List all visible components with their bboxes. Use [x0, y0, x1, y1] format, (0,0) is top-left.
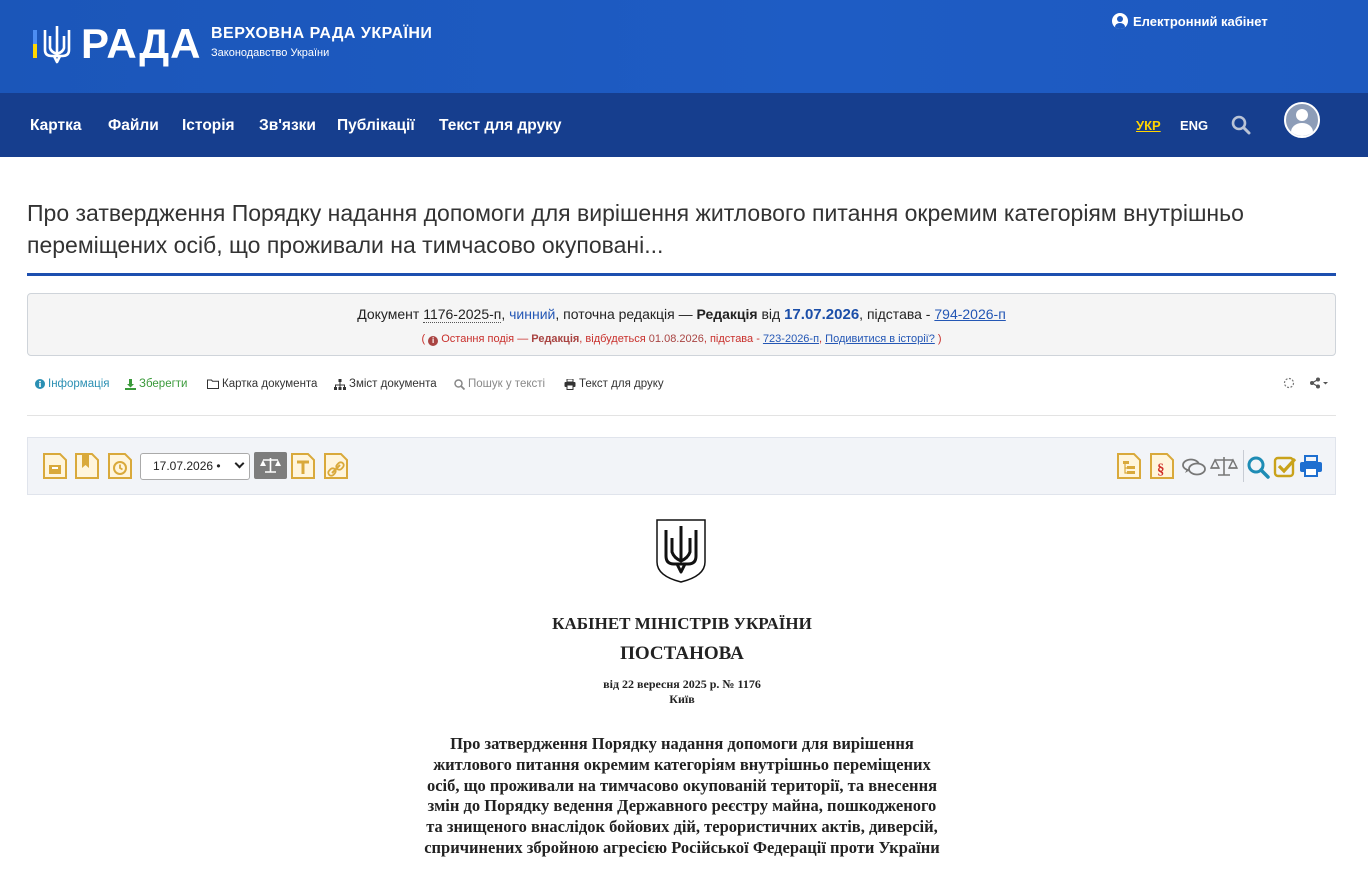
last-event-date: 01.08.2026: [648, 333, 704, 345]
document-date-line: від 22 вересня 2025 р. № 1176: [603, 677, 761, 691]
site-header: [0, 0, 1368, 93]
trident-icon: [41, 24, 73, 64]
basis-link[interactable]: 794-2026-п: [934, 306, 1006, 322]
info-link[interactable]: Інформація: [35, 378, 109, 390]
document-contents-link[interactable]: Зміст документа: [334, 378, 437, 390]
magnifier-icon: [454, 379, 465, 390]
legal-scales-icon[interactable]: [1209, 452, 1239, 480]
share-icon[interactable]: [1309, 377, 1331, 389]
text-format-icon[interactable]: [290, 452, 316, 480]
archive-icon[interactable]: [42, 452, 68, 480]
lang-ukr-link[interactable]: УКР: [1136, 118, 1161, 133]
nav-item-publications[interactable]: Публікації: [337, 117, 415, 134]
edition-date: 17.07.2026: [784, 306, 860, 323]
nav-item-files[interactable]: Файли: [108, 117, 159, 134]
nav-item-card[interactable]: Картка: [30, 117, 82, 134]
zoom-search-icon[interactable]: [1246, 452, 1270, 480]
edition-date-select[interactable]: 17.07.2026 •: [140, 453, 250, 480]
flag-stripe: [33, 30, 37, 58]
nav-item-relations[interactable]: Зв'язки: [259, 117, 316, 134]
search-icon[interactable]: [1231, 115, 1251, 135]
site-subtitle: Законодавство України: [211, 47, 330, 59]
document-city: Київ: [669, 692, 695, 706]
site-title: ВЕРХОВНА РАДА УКРАЇНИ: [211, 25, 433, 42]
document-title: Про затвердження Порядку надання допомоги для вирішення житлового питання окремим категоріям внутрішньо переміщених осіб, що проживали на тимчасово окуповані...: [27, 200, 1244, 258]
search-in-text-link[interactable]: Пошук у тексті: [454, 378, 545, 390]
coat-of-arms-icon: [655, 518, 707, 584]
user-avatar[interactable]: [1284, 102, 1320, 138]
document-status-line: Документ 1176-2025-п, чинний, поточна редакція — Редакція від 17.07.2026, підстава - 794-2026-п: [357, 306, 1006, 323]
title-divider: [27, 273, 1336, 276]
check-square-icon[interactable]: [1273, 452, 1297, 480]
info-icon: [35, 379, 45, 389]
logo-text: РАДА: [81, 20, 202, 67]
last-event-line: ( i Остання подія — Редакція, відбудеться 01.08.2026, підстава - 723-2026-п, Подивитися в історії? ): [421, 333, 942, 345]
printer-icon: [564, 379, 576, 390]
user-circle-icon: [1112, 13, 1128, 29]
link-icon[interactable]: [323, 452, 349, 480]
cabinet-link[interactable]: [1112, 13, 1268, 29]
nav-item-history[interactable]: Історія: [182, 117, 235, 134]
sitemap-icon: [334, 379, 346, 390]
issuing-body: КАБІНЕТ МІНІСТРІВ УКРАЇНИ: [552, 614, 812, 633]
toolbar-divider: [27, 415, 1336, 416]
last-event-basis-link[interactable]: 723-2026-п: [762, 333, 820, 345]
document-heading: Про затвердження Порядку надання допомоги для вирішення житлового питання окремим категоріям внутрішньо переміщених осіб, що проживали на тимчасово окупованій території, та внесення змін до Порядку ведення Державного реєстру майна, пошкодженого та знищеного внаслідок бойових дій, терористичних актів, диверсій, спричинених збройною агресією Російської Федерації проти України: [424, 734, 940, 857]
document-card-link[interactable]: Картка документа: [207, 378, 317, 390]
lang-eng-link[interactable]: ENG: [1180, 118, 1209, 133]
info-circle-icon: i: [428, 336, 438, 346]
document-state: чинний: [509, 306, 556, 322]
svg-text:§: §: [1157, 462, 1165, 478]
view-history-link[interactable]: Подивитися в історії?: [825, 333, 935, 345]
compare-editions-button[interactable]: [254, 452, 287, 479]
download-icon: [125, 379, 136, 390]
document-tools-bar: [27, 437, 1336, 495]
site-logo[interactable]: [33, 22, 201, 66]
document-type: ПОСТАНОВА: [620, 643, 744, 664]
print-icon[interactable]: [1299, 452, 1323, 480]
bookmark-icon[interactable]: [74, 452, 100, 480]
document-status-box: [27, 293, 1336, 356]
document-number[interactable]: 1176-2025-п: [423, 306, 502, 322]
comments-icon[interactable]: [1181, 452, 1207, 480]
history-icon[interactable]: [107, 452, 133, 480]
main-nav: [0, 93, 1368, 157]
tools-separator: [1243, 450, 1244, 482]
scales-icon: [254, 452, 287, 479]
structure-icon[interactable]: [1116, 452, 1142, 480]
cabinet-link-label: Електронний кабінет: [1133, 13, 1268, 29]
nav-item-print-text[interactable]: Текст для друку: [439, 117, 562, 134]
save-link[interactable]: Зберегти: [125, 378, 187, 390]
edition-label: Редакція: [696, 306, 758, 322]
folder-icon: [207, 379, 219, 389]
chevron-down-icon: [235, 459, 245, 469]
loading-spinner-icon: [1283, 377, 1295, 389]
print-text-link[interactable]: Текст для друку: [564, 378, 664, 390]
site-title-block[interactable]: [211, 25, 432, 59]
paragraph-icon[interactable]: [1149, 452, 1175, 480]
